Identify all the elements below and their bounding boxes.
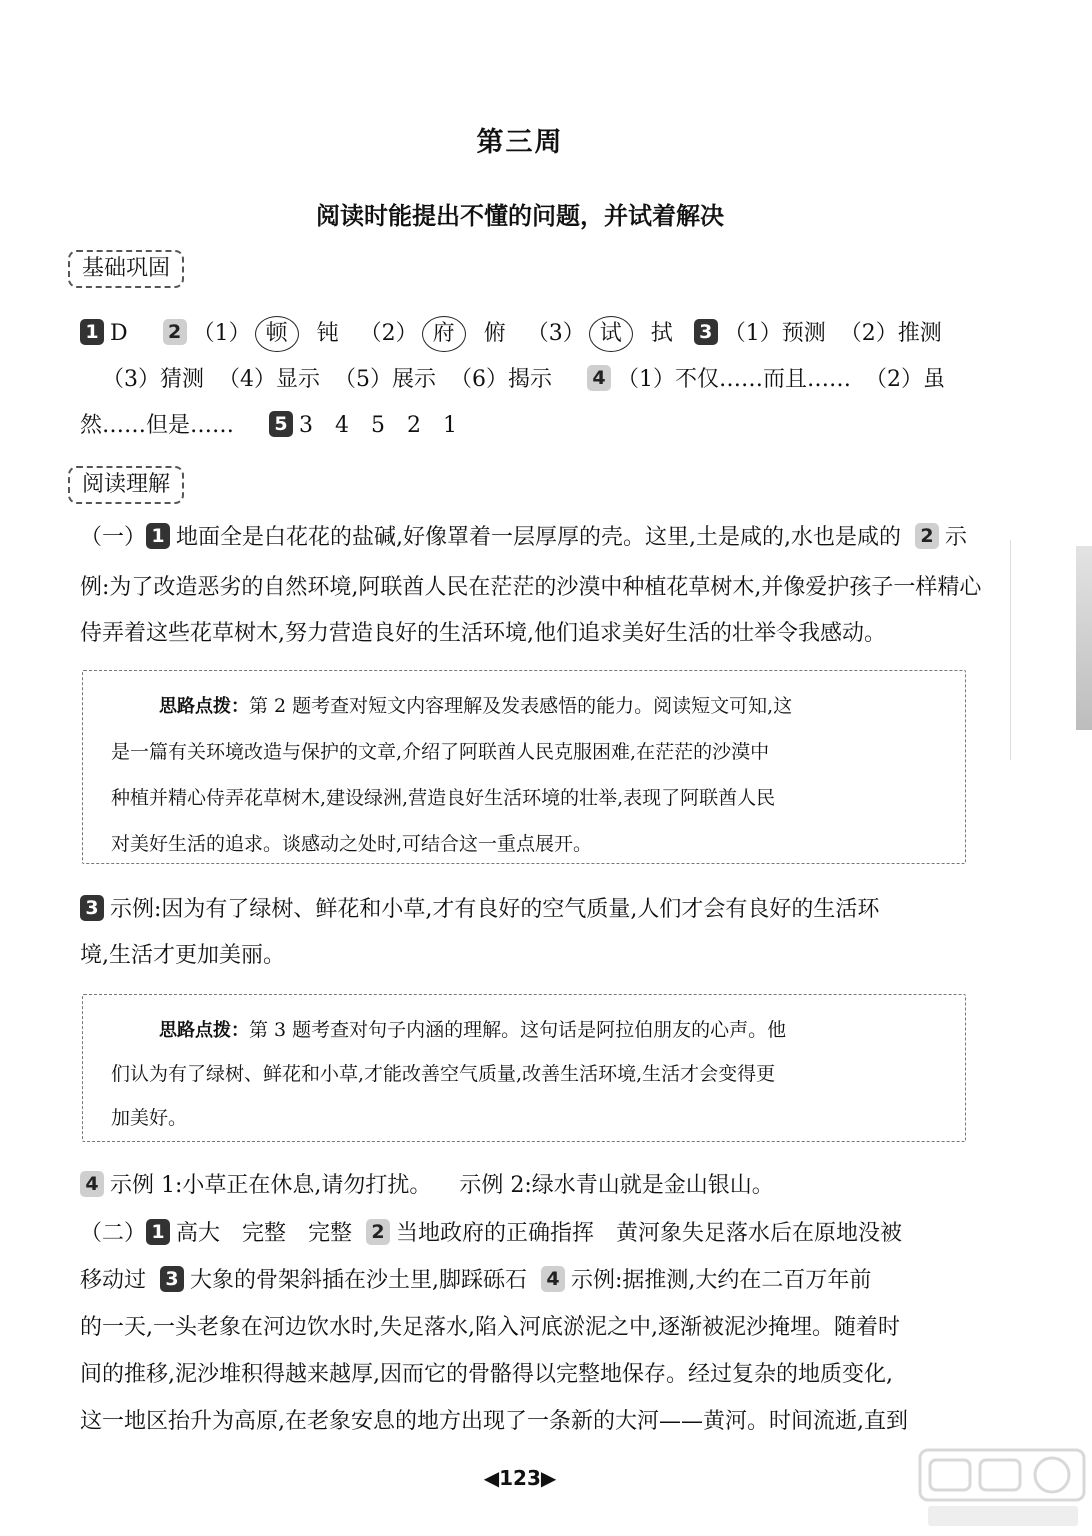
answer-text: 境,生活才更加美丽。	[80, 943, 285, 968]
hint-label: 思路点拨：	[159, 696, 249, 717]
answer-text: 示例 2:绿水青山就是金山银山。	[459, 1173, 774, 1198]
answer-text: （2）推测	[839, 321, 942, 346]
hint-text: 第 3 题考查对句子内涵的理解。这句话是阿拉伯朋友的心声。他	[249, 1019, 787, 1041]
question-number: 3	[160, 1266, 184, 1292]
answer-text: 间的推移,泥沙堆积得越来越厚,因而它的骨骼得以完整地保存。经过复杂的地质变化,	[80, 1362, 893, 1387]
hint-box-1	[82, 670, 966, 864]
sub-number: （3）	[526, 321, 585, 346]
hint-text: 们认为有了绿树、鲜花和小草,才能改善空气质量,改善生活环境,生活才会变得更	[111, 1063, 776, 1085]
answer-text: 3 4 5 2 1	[299, 413, 458, 438]
answer-text: 示例:因为有了绿树、鲜花和小草,才有良好的空气质量,人们才会有良好的生活环	[110, 897, 880, 922]
question-number: 4	[587, 365, 611, 391]
hint-text: 是一篇有关环境改造与保护的文章,介绍了阿联酋人民克服困难,在茫茫的沙漠中	[111, 741, 770, 763]
reading1-line-6	[80, 1170, 774, 1202]
answer-text: 示例 1:小草正在休息,请勿打扰。	[110, 1173, 432, 1198]
answer-text: 的一天,一头老象在河边饮水时,失足落水,陷入河底淤泥之中,逐渐被泥沙掩埋。随着时	[80, 1315, 900, 1340]
answer-text: 然……但是……	[80, 413, 235, 438]
answer-text: （4）显示	[218, 367, 320, 392]
hint-box-2	[82, 994, 966, 1142]
watermark-logo	[918, 1446, 1086, 1530]
answer-text: 侍弄着这些花草树木,努力营造良好的生活环境,他们追求美好生活的壮举令我感动。	[80, 621, 886, 646]
sub-number: （1）	[192, 321, 251, 346]
answer-text: 例:为了改造恶劣的自然环境,阿联酋人民在茫茫的沙漠中种植花草树木,并像爱护孩子一样精心	[80, 575, 982, 600]
answer-text: （3）猜测	[102, 367, 204, 392]
side-tab-marker	[1076, 546, 1092, 730]
section-tag-basic: 基础巩固	[68, 250, 184, 288]
reading1-line-2	[80, 572, 981, 604]
answer-text: 这一地区抬升为高原,在老象安息的地方出现了一条新的大河——黄河。时间流逝,直到	[80, 1409, 908, 1434]
question-number: 1	[80, 319, 104, 345]
reading1-line-4	[80, 894, 879, 926]
part-prefix: （一）	[80, 525, 147, 550]
answer-text: 高大 完整 完整	[176, 1221, 353, 1246]
page-subtitle: 阅读时能提出不懂的问题，并试着解决	[316, 202, 724, 230]
section-tag-reading: 阅读理解	[68, 466, 184, 504]
question-number: 3	[694, 319, 718, 345]
answer-text: 俯	[483, 321, 506, 346]
reading1-line-1	[80, 522, 967, 554]
reading2-line-3	[80, 1312, 900, 1344]
part-prefix: （二）	[80, 1221, 147, 1246]
sub-number: （2）	[359, 321, 418, 346]
answer-text: 大象的骨架斜插在沙土里,脚踩砾石	[190, 1268, 528, 1293]
question-number: 2	[915, 523, 939, 549]
reading1-line-3	[80, 618, 886, 650]
circled-answer: 试	[589, 316, 633, 352]
hint-text: 第 2 题考查对短文内容理解及发表感悟的能力。阅读短文可知,这	[249, 695, 793, 717]
answer-text: 移动过	[80, 1268, 147, 1293]
circled-answer: 顿	[255, 316, 299, 352]
reading2-line-5	[80, 1406, 908, 1438]
answer-text: 示	[945, 525, 968, 550]
question-number: 5	[269, 411, 293, 437]
question-number: 1	[146, 523, 170, 549]
answer-text: （5）展示	[334, 367, 436, 392]
hint-text: 对美好生活的追求。谈感动之处时,可结合这一重点展开。	[111, 833, 593, 855]
answer-text: （2）虽	[865, 367, 945, 392]
question-number: 1	[146, 1219, 170, 1245]
answer-text: 拭	[650, 321, 673, 346]
hint-text: 种植并精心侍弄花草树木,建设绿洲,营造良好生活环境的壮举,表现了阿联酋人民	[111, 787, 776, 809]
page-title: 第三周	[476, 127, 564, 158]
answer-text: D	[110, 321, 128, 346]
side-tab	[1010, 540, 1037, 760]
basic-line-2	[102, 364, 945, 396]
page-number: ◀123▶	[483, 1466, 557, 1490]
answer-text: 地面全是白花花的盐碱,好像罩着一层厚厚的壳。这里,土是咸的,水也是咸的	[176, 525, 901, 550]
answer-text: （6）揭示	[450, 367, 552, 392]
reading2-line-2	[80, 1265, 871, 1297]
question-number: 4	[541, 1266, 565, 1292]
basic-line-1	[80, 316, 942, 352]
reading2-line-1	[80, 1218, 902, 1250]
question-number: 3	[80, 895, 104, 921]
basic-line-3	[80, 410, 457, 442]
question-number: 2	[366, 1219, 390, 1245]
hint-text: 加美好。	[111, 1107, 188, 1129]
answer-text: （1）预测	[723, 321, 826, 346]
question-number: 4	[80, 1171, 104, 1197]
reading2-line-4	[80, 1359, 893, 1391]
question-number: 2	[163, 319, 187, 345]
answer-text: （1）不仅……而且……	[617, 367, 851, 392]
hint-label: 思路点拨：	[159, 1020, 249, 1041]
reading1-line-5	[80, 940, 285, 972]
answer-text: 示例:据推测,大约在二百万年前	[571, 1268, 872, 1293]
answer-text: 当地政府的正确指挥 黄河象失足落水后在原地没被	[396, 1221, 903, 1246]
answer-text: 钝	[316, 321, 339, 346]
circled-answer: 府	[422, 316, 466, 352]
